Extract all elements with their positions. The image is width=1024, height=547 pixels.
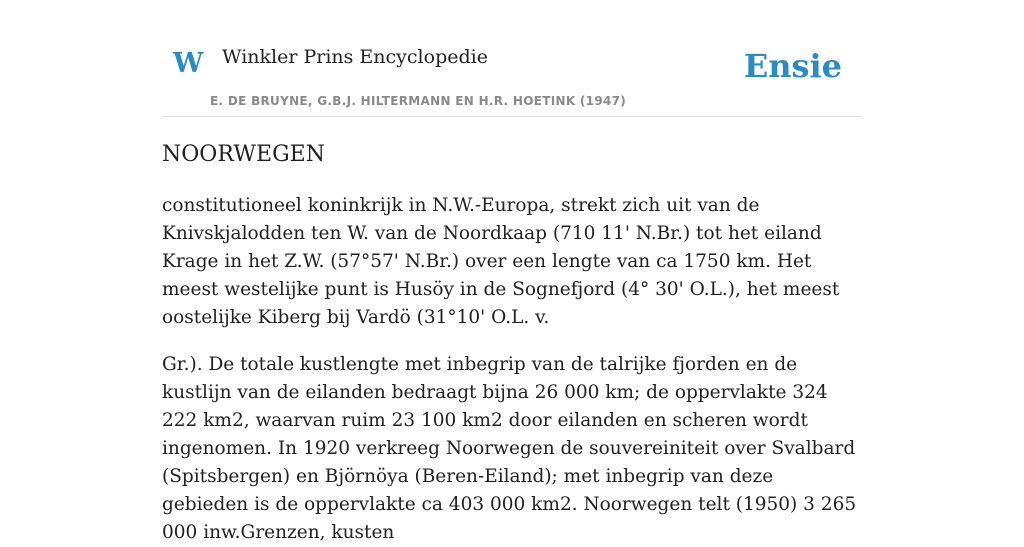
ensie-logo-link[interactable]: Ensie — [743, 47, 842, 85]
article-paragraph: constitutioneel koninkrijk in N.W.-Europa, strekt zich uit van de Knivskjalodden ten W. van de Noordkaap (710 11' N.Br.) tot het eiland Krage in het Z.W. (57°57' N.Br.) over een lengte van ca 1750 km. Het meest westelijke punt is Husöy in de Sognefjord (4° 30' O.L.), het meest oostelijke Kiberg bij Vardö (31°10' O.L. v. — [162, 195, 840, 328]
header — [162, 0, 862, 117]
publication-logo[interactable]: W — [173, 48, 204, 79]
article-paragraph: Gr.). De totale kustlengte met inbegrip van de talrijke fjorden en de kustlijn van de eilanden bedraagt bijna 26 000 km; de oppervlakte 324 222 km2, waarvan ruim 23 100 km2 door eilanden en scheren wordt ingenomen. In 1920 verkreeg Noorwegen de souvereiniteit over Svalbard (Spitsbergen) en Björnöya (Beren-Eiland); met inbegrip van deze gebieden is de oppervlakte ca 403 000 km2. Noorwegen telt (1950) 3 265 000 inw.Grenzen, kusten — [162, 354, 857, 543]
article — [162, 140, 862, 547]
publication-authors: E. DE BRUYNE, G.B.J. HILTERMANN EN H.R. HOETINK (1947) — [210, 94, 627, 108]
publication-title[interactable]: Winkler Prins Encyclopedie — [222, 46, 488, 68]
entry-title: NOORWEGEN — [162, 142, 325, 167]
